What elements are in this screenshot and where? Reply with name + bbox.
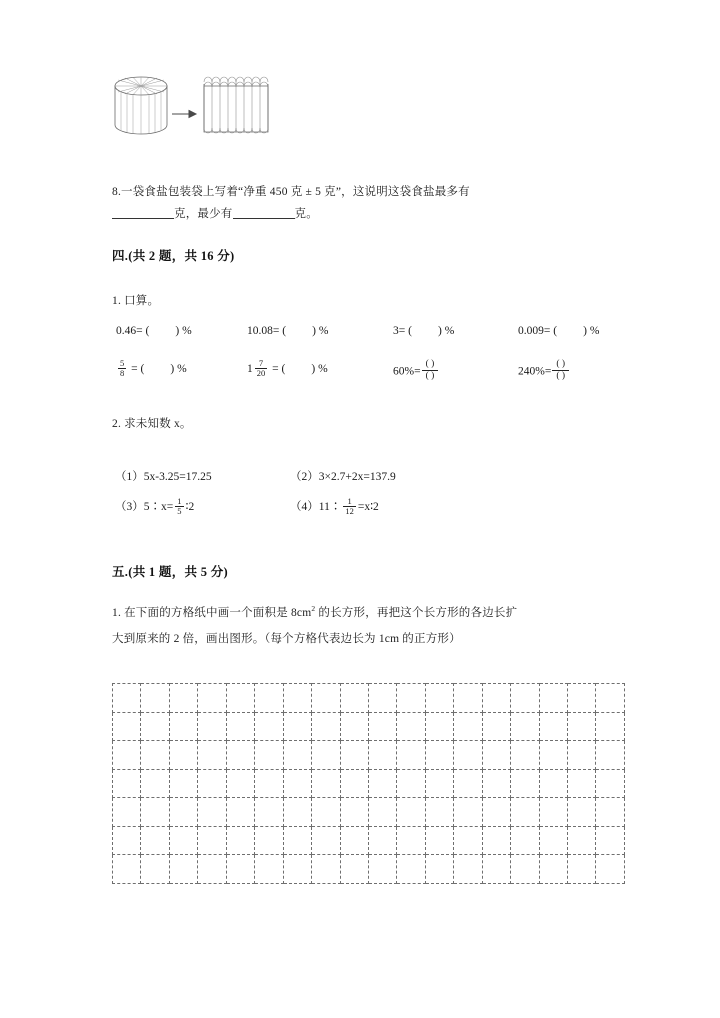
grid-cell[interactable] [226,741,254,770]
question-8-line1: 一袋食盐包装袋上写着“净重 450 克 ± 5 克”，这说明这袋食盐最多有 [121,186,470,198]
grid-cell[interactable] [425,769,453,798]
grid-cell[interactable] [454,769,482,798]
grid-cell[interactable] [198,855,226,884]
oral-calc-item-1-expr: 0.46= [116,325,143,337]
grid-cell[interactable] [312,684,340,713]
fraction-numerator: 5 [120,358,125,368]
oral-calc-item-3-close-paren: ) [437,325,442,337]
equation-4-suffix: =x∶2 [357,501,379,514]
section-4-heading: 四.(共 2 题，共 16 分) [112,249,235,263]
oral-calc-item-1-close-paren: ) [175,325,180,337]
grid-cell[interactable] [596,769,625,798]
oral-calc-item-2 [247,325,328,337]
grid-cell[interactable] [283,769,311,798]
grid-cell[interactable] [226,712,254,741]
grid-cell[interactable] [368,798,396,827]
grid-cell[interactable] [568,826,596,855]
grid-cell[interactable] [226,826,254,855]
grid-cell[interactable] [340,741,368,770]
fraction-denominator: 8 [120,367,125,378]
grid-cell[interactable] [283,741,311,770]
grid-cell[interactable] [482,741,510,770]
grid-cell[interactable] [568,712,596,741]
oral-calc-item-4-unit: % [589,325,600,337]
grid-cell[interactable] [226,769,254,798]
section-5-heading: 五.(共 1 题，共 5 分) [112,565,228,579]
answer-blank-max[interactable] [112,207,174,219]
oral-calc-item-7-blank-fraction[interactable] [422,359,439,383]
grid-cell[interactable] [425,712,453,741]
grid-cell[interactable] [511,826,539,855]
grid-cell[interactable] [596,855,625,884]
grid-row [113,798,625,827]
grid-cell[interactable] [198,769,226,798]
grid-cell[interactable] [482,826,510,855]
question-8-line2 [112,203,627,225]
grid-cell[interactable] [596,684,625,713]
grid-cell[interactable] [283,684,311,713]
question-8 [112,181,627,203]
equation-2-text: 3×2.7+2x=137.9 [318,471,396,483]
oral-calc-item-5-close-paren: ) [170,363,175,376]
equation-4-index: （4） [290,501,319,514]
grid-cell[interactable] [511,798,539,827]
grid-cell[interactable] [226,684,254,713]
grid-row [113,855,625,884]
oral-calc-item-4-open-paren: ( [553,325,558,337]
oral-calc-item-7-percent: 60% [393,365,415,378]
equation-3 [115,498,194,517]
question-8-line2-b: 克。 [294,208,318,220]
equation-3-prefix: 5∶x= [143,501,174,514]
section-5-item-1-line-1-a: 1. 在下面的方格纸中画一个面积是 8cm [112,606,312,619]
oral-calc-item-1-open-paren: ( [145,325,150,337]
section-4-item-1-label: 1. 口算。 [112,295,160,307]
oral-calc-item-6 [247,360,328,379]
oral-calc-item-5-open-paren: ( [140,363,145,376]
grid-cell[interactable] [113,769,141,798]
grid-cell[interactable] [539,684,567,713]
grid-cell[interactable] [482,798,510,827]
oral-calc-item-8-equals: = [544,365,552,378]
grid-cell[interactable] [255,798,283,827]
equation-4-prefix: 11∶ [318,501,342,514]
grid-cell[interactable] [283,712,311,741]
grid-cell[interactable] [368,855,396,884]
grid-cell[interactable] [141,769,169,798]
grid-cell[interactable] [397,712,425,741]
oral-calc-item-8-percent: 240% [518,365,545,378]
grid-cell[interactable] [425,741,453,770]
grid-cell[interactable] [312,769,340,798]
grid-cell[interactable] [596,741,625,770]
equation-3-denominator: 5 [177,505,182,516]
oral-calc-item-2-expr: 10.08= [247,325,280,337]
grid-cell[interactable] [368,684,396,713]
oral-calc-item-5 [116,360,187,379]
oral-calc-item-6-unit: % [318,363,328,376]
section-5-item-1-line-1 [112,598,632,624]
grid-cell[interactable] [397,684,425,713]
equation-4-denominator: 12 [345,505,354,516]
grid-cell[interactable] [198,826,226,855]
grid-cell[interactable] [283,855,311,884]
grid-cell[interactable] [454,712,482,741]
question-8-number: 8. [112,186,122,198]
mixed-fraction [255,359,268,378]
grid-cell[interactable] [312,712,340,741]
grid-body [113,684,625,884]
grid-cell[interactable] [425,826,453,855]
grid-cell[interactable] [539,826,567,855]
grid-cell[interactable] [113,826,141,855]
grid-cell[interactable] [340,712,368,741]
grid-cell[interactable] [141,855,169,884]
grid-cell[interactable] [340,798,368,827]
grid-cell[interactable] [113,712,141,741]
oral-calc-item-6-open-paren: ( [281,363,286,376]
grid-cell[interactable] [596,712,625,741]
equation-3-suffix: ∶2 [185,501,195,514]
oral-calc-item-2-open-paren: ( [282,325,287,337]
grid-cell[interactable] [340,684,368,713]
grid-cell[interactable] [454,684,482,713]
grid-row [113,826,625,855]
grid-cell[interactable] [141,826,169,855]
equation-1 [115,468,212,484]
grid-cell[interactable] [198,712,226,741]
equation-2 [290,468,396,484]
grid-cell[interactable] [397,769,425,798]
grid-cell[interactable] [169,684,197,713]
grid-cell[interactable] [255,712,283,741]
oral-calc-item-8 [518,360,570,384]
grid-cell[interactable] [255,855,283,884]
grid-cell[interactable] [568,798,596,827]
grid-cell[interactable] [141,684,169,713]
grid-cell[interactable] [596,798,625,827]
grid-cell[interactable] [226,855,254,884]
oral-calc-row-2 [112,356,627,386]
grid-cell[interactable] [169,769,197,798]
oral-calc-item-2-close-paren: ) [312,325,316,337]
grid-cell[interactable] [511,769,539,798]
grid-cell[interactable] [568,741,596,770]
oral-calc-item-2-unit: % [318,325,329,337]
section-4-item-2-label: 2. 求未知数 x。 [112,418,192,430]
grid-cell[interactable] [425,855,453,884]
grid-row [113,684,625,713]
grid-cell[interactable] [198,684,226,713]
grid-cell[interactable] [255,769,283,798]
grid-cell[interactable] [568,684,596,713]
grid-cell[interactable] [539,712,567,741]
grid-cell[interactable] [482,712,510,741]
oral-calc-row-1 [112,325,627,347]
grid-row [113,769,625,798]
equation-3-index: （3） [115,501,144,514]
grid-cell[interactable] [482,684,510,713]
grid-cell[interactable] [312,741,340,770]
grid-cell[interactable] [511,741,539,770]
mixed-whole: 1 [247,363,253,376]
grid-cell[interactable] [255,826,283,855]
grid-cell[interactable] [113,741,141,770]
grid-cell[interactable] [169,826,197,855]
oral-calc-item-7-equals: = [414,365,421,378]
grid-cell[interactable] [340,855,368,884]
grid-cell[interactable] [454,741,482,770]
blank-denominator: ( ) [552,370,569,382]
grid-cell[interactable] [539,855,567,884]
oral-calc-item-4-close-paren: ) [583,325,587,337]
grid-cell[interactable] [568,855,596,884]
grid-cell[interactable] [397,855,425,884]
grid-cell[interactable] [511,855,539,884]
grid-cell[interactable] [425,798,453,827]
blank-denominator: ( ) [422,370,439,382]
section-5-item-1-line-2: 大到原来的 2 倍，画出图形。（每个方格代表边长为 1cm 的正方形） [112,633,461,645]
grid-cell[interactable] [113,684,141,713]
grid-cell[interactable] [340,826,368,855]
oral-calc-item-3-unit: % [444,325,455,337]
mixed-numerator: 7 [258,358,264,368]
grid-cell[interactable] [397,741,425,770]
grid-cell[interactable] [511,684,539,713]
figure-svg [112,70,272,142]
grid-cell[interactable] [340,769,368,798]
grid-cell[interactable] [482,855,510,884]
equation-1-text: 5x-3.25=17.25 [143,471,212,483]
oral-calc-item-8-blank-fraction[interactable] [552,359,569,383]
equation-3-fraction [175,497,183,516]
equation-1-index: （1） [115,471,144,483]
grid-cell[interactable] [368,712,396,741]
cylinder-dissection-figure [112,70,272,142]
grid-cell[interactable] [397,798,425,827]
grid-cell[interactable] [169,798,197,827]
mixed-number-one-and-seven-twentieths [247,360,269,379]
oral-calc-item-4-expr: 0.009= [518,325,551,337]
equation-2-index: （2） [290,471,319,483]
grid-cell[interactable] [169,855,197,884]
equation-4-numerator: 1 [347,496,352,506]
grid-cell[interactable] [226,798,254,827]
grid-cell[interactable] [596,826,625,855]
grid-cell[interactable] [283,826,311,855]
answer-blank-min[interactable] [233,207,295,219]
grid-cell[interactable] [312,798,340,827]
graph-paper-grid[interactable] [112,683,625,884]
grid-cell[interactable] [368,826,396,855]
grid-cell[interactable] [312,855,340,884]
mixed-denominator: 20 [256,367,266,378]
grid-cell[interactable] [113,798,141,827]
oral-calc-item-5-equals: = [131,363,138,376]
grid-cell[interactable] [283,798,311,827]
grid-cell[interactable] [454,826,482,855]
grid-cell[interactable] [425,684,453,713]
grid-cell[interactable] [255,684,283,713]
section-5-item-1-line-1-b: 的长方形，再把这个长方形的各边长扩 [315,606,518,619]
oral-calc-item-6-close-paren: ) [311,363,316,376]
grid-cell[interactable] [368,769,396,798]
fraction-five-eighths [118,359,126,378]
oral-calc-item-3-expr: 3= [393,325,406,337]
grid-cell[interactable] [568,769,596,798]
grid-cell[interactable] [539,798,567,827]
oral-calc-item-5-unit: % [177,363,187,376]
equation-4-fraction [343,497,356,516]
grid-cell[interactable] [141,741,169,770]
oral-calc-item-3 [393,325,454,337]
grid-cell[interactable] [198,741,226,770]
oral-calc-item-4 [518,325,599,337]
grid-cell[interactable] [113,855,141,884]
grid-cell[interactable] [198,798,226,827]
oral-calc-item-1 [116,325,192,337]
grid-cell[interactable] [539,769,567,798]
grid-cell[interactable] [539,741,567,770]
grid-cell[interactable] [169,741,197,770]
oral-calc-item-1-unit: % [182,325,192,337]
grid-row [113,712,625,741]
grid-cell[interactable] [511,712,539,741]
grid-cell[interactable] [454,798,482,827]
grid-table[interactable] [112,683,625,884]
grid-cell[interactable] [141,712,169,741]
grid-cell[interactable] [368,741,396,770]
equation-4 [290,498,379,517]
grid-cell[interactable] [312,826,340,855]
grid-cell[interactable] [169,712,197,741]
oral-calc-item-7 [393,360,439,384]
grid-cell[interactable] [482,769,510,798]
blank-numerator: ( ) [425,359,435,369]
grid-cell[interactable] [141,798,169,827]
grid-cell[interactable] [454,855,482,884]
oral-calc-item-3-open-paren: ( [408,325,412,337]
grid-row [113,741,625,770]
grid-cell[interactable] [255,741,283,770]
blank-numerator: ( ) [556,359,566,369]
equation-3-numerator: 1 [177,496,182,506]
grid-cell[interactable] [397,826,425,855]
oral-calc-item-6-equals: = [272,363,279,376]
question-8-line2-a: 克，最少有 [174,208,233,220]
square-unit-superscript: 2 [311,604,316,613]
